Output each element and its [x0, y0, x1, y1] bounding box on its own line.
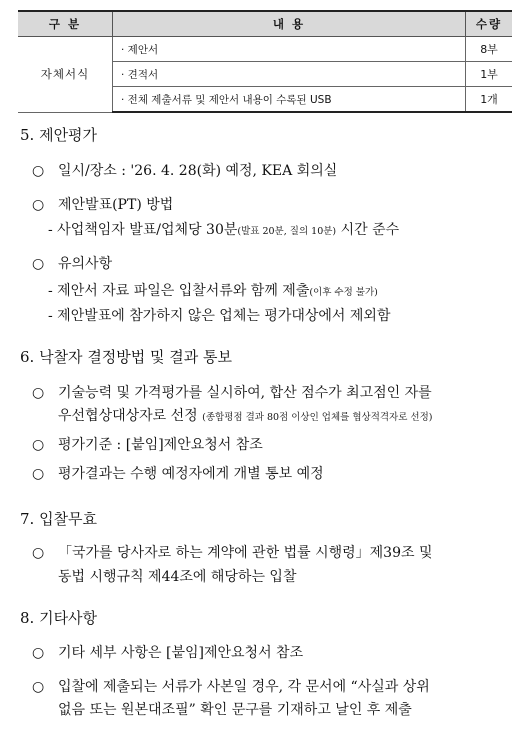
item-cell: · 전체 제출서류 및 제안서 내용이 수록된 USB: [113, 87, 466, 113]
quantity-cell: 1부: [466, 62, 513, 87]
bullet-text: 유의사항: [58, 256, 113, 272]
table-row: [18, 37, 512, 62]
bullet-icon: ○: [32, 545, 45, 561]
sec6-bullet-result: [32, 463, 324, 483]
sub-text: - 사업책임자 발표/업체당 30분: [48, 222, 238, 238]
sub-text: 시간 준수: [336, 222, 400, 238]
header-category: 구 분: [18, 11, 113, 37]
bullet-icon: ○: [32, 197, 45, 213]
sub-text: - 제안서 자료 파일은 입찰서류와 함께 제출: [48, 283, 310, 299]
bullet-text-small: (종합평점 결과 80점 이상인 업체를 협상적격자로 선정): [202, 412, 433, 423]
item-cell: · 제안서: [113, 37, 466, 62]
bullet-text: 제안발표(PT) 방법: [58, 197, 174, 213]
sec6-bullet-evaluation-cont: [58, 405, 432, 425]
section-6-title: 6. 낙찰자 결정방법 및 결과 통보: [20, 348, 233, 366]
sec6-bullet-criteria: [32, 434, 263, 454]
sec5-sub-file: [48, 280, 378, 300]
sub-text-small: (발표 20분, 질의 10분): [237, 226, 337, 237]
sec5-sub-pt-time: [48, 219, 399, 239]
table-header-row: [18, 11, 512, 37]
bullet-icon: ○: [32, 385, 45, 401]
item-cell: · 견적서: [113, 62, 466, 87]
section-8-title: 8. 기타사항: [20, 609, 98, 627]
category-cell: 자체서식: [18, 37, 113, 113]
bullet-text: 기타 세부 사항은 [붙임]제안요청서 참조: [58, 645, 304, 661]
bullet-icon: ○: [32, 466, 45, 482]
bullet-icon: ○: [32, 645, 45, 661]
submission-documents-table: [18, 10, 512, 113]
bullet-text: 평가결과는 수행 예정자에게 개별 통보 예정: [58, 466, 324, 482]
quantity-cell: 8부: [466, 37, 513, 62]
quantity-cell: 1개: [466, 87, 513, 113]
bullet-icon: ○: [32, 679, 45, 695]
bullet-icon: ○: [32, 256, 45, 272]
bullet-text: 입찰에 제출되는 서류가 사본일 경우, 각 문서에 “사실과 상위: [58, 679, 430, 695]
sec7-bullet-invalid-cont: 동법 시행규칙 제44조에 해당하는 입찰: [58, 569, 297, 585]
sec8-bullet-copies: [32, 676, 430, 696]
sec5-bullet-notes: [32, 253, 112, 273]
sec5-sub-exclusion: - 제안발표에 참가하지 않은 업체는 평가대상에서 제외함: [48, 308, 391, 324]
sec8-bullet-details: [32, 642, 303, 662]
sec8-bullet-copies-cont: 없음 또는 원본대조필” 확인 문구를 기재하고 날인 후 제출: [58, 702, 412, 718]
bullet-icon: ○: [32, 437, 45, 453]
header-quantity: 수량: [466, 11, 513, 37]
bullet-icon: ○: [32, 163, 45, 179]
section-5-title: 5. 제안평가: [20, 126, 98, 144]
bullet-text: 「국가를 당사자로 하는 계약에 관한 법률 시행령」제39조 및: [58, 545, 433, 561]
sec5-bullet-schedule: [32, 160, 337, 180]
bullet-text: 우선협상대상자로 선정: [58, 408, 203, 424]
sec7-bullet-invalid: [32, 542, 433, 562]
sec5-bullet-pt-method: [32, 194, 173, 214]
sub-text-small: (이후 수정 불가): [309, 287, 378, 298]
bullet-text: 기술능력 및 가격평가를 실시하여, 합산 점수가 최고점인 자를: [58, 385, 432, 401]
bullet-text: 평가기준 : [붙임]제안요청서 참조: [58, 437, 263, 453]
header-content: 내 용: [113, 11, 466, 37]
section-7-title: 7. 입찰무효: [20, 510, 98, 528]
bullet-text: 일시/장소 : '26. 4. 28(화) 예정, KEA 회의실: [58, 163, 338, 179]
sec6-bullet-evaluation: [32, 382, 432, 402]
